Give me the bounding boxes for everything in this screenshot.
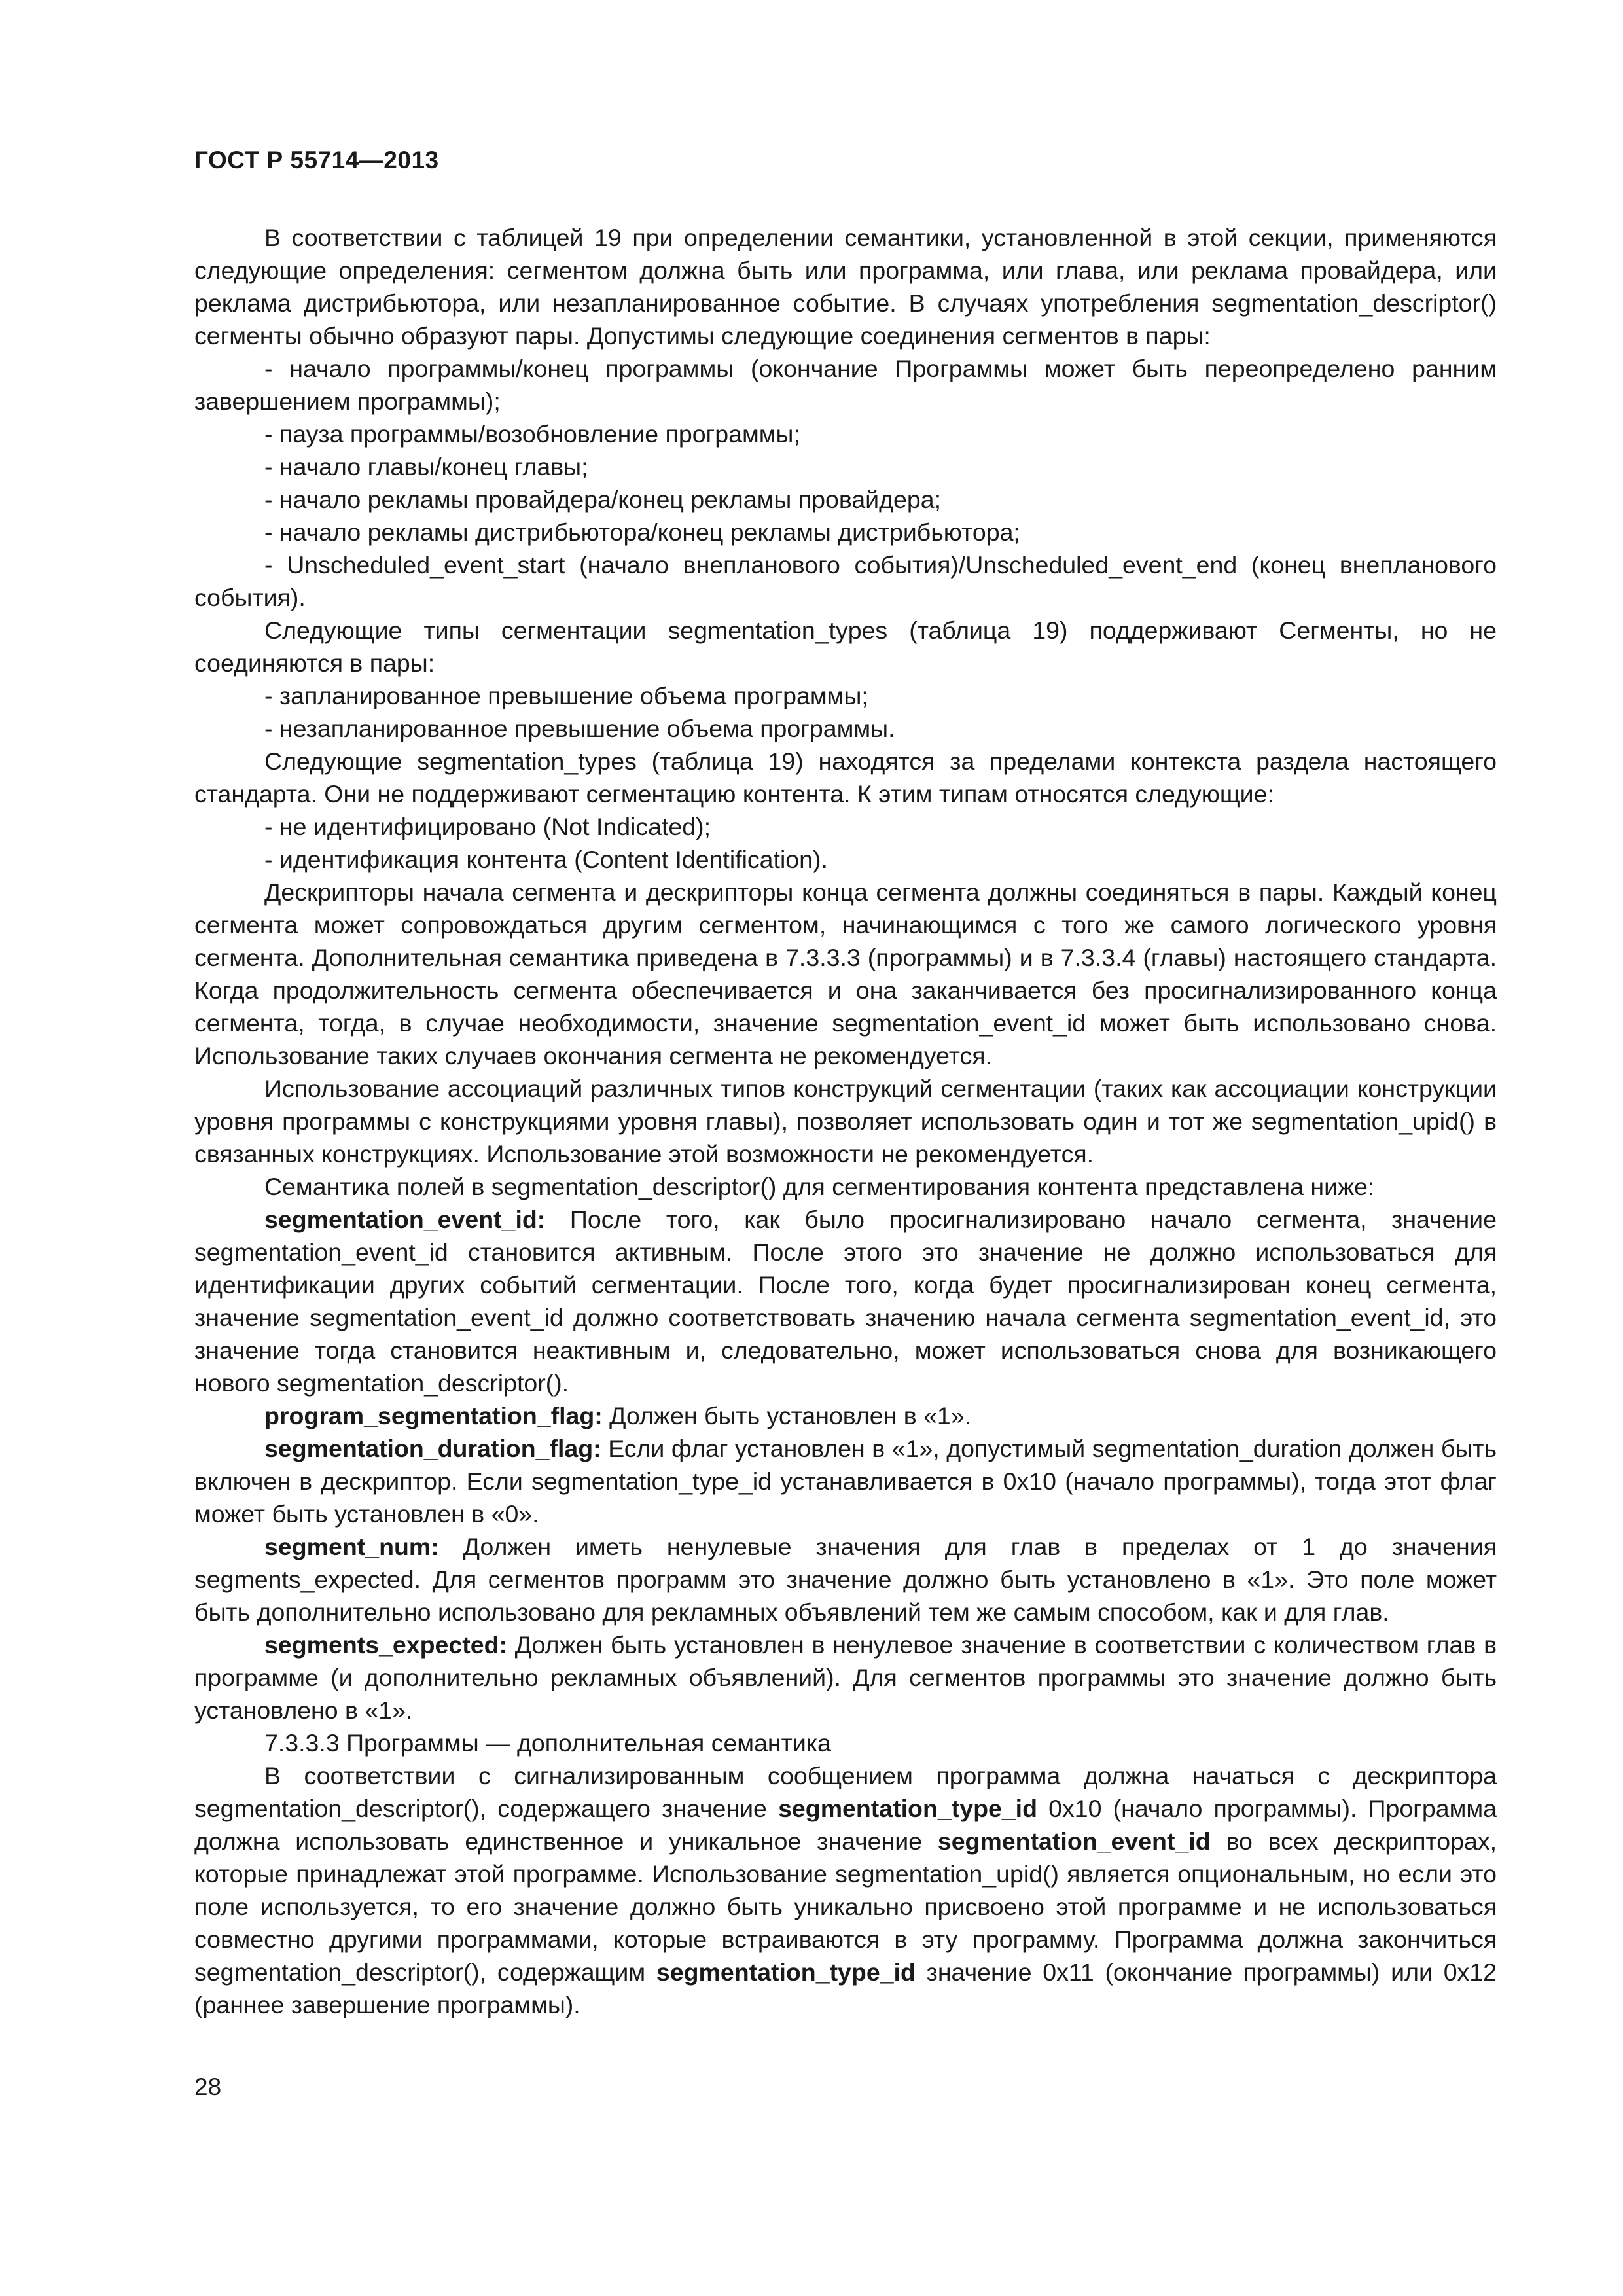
paragraph-intro: В соответствии с таблицей 19 при определении семантики, установленной в этой секции, применяются следующие определения: сегментом должна быть или программа, или глава, или реклама провайдера, или реклама дистрибьютора, или незапланированное событие. В случаях употребления segmentation_descriptor() сегменты обычно образуют пары. Допустимы следующие соединения сегментов в пары:	[194, 224, 1497, 350]
field-term: segmentation_event_id:	[264, 1206, 546, 1233]
field-term: segmentation_event_id	[937, 1827, 1211, 1855]
field-description: После того, как было просигнализировано начало сегмента, значение segmentation_event_id становится активным. После этого это значение не должно использоваться для идентификации других событий сегментации. После того, когда будет просигнализирован конец сегмента, значение segmentation_event_id должно соответствовать значению начала сегмента segmentation_event_id, это значение тогда становится неактивным и, следовательно, может использоваться снова для возникающего нового segmentation_descriptor().	[194, 1206, 1497, 1397]
list-item: - начало рекламы провайдера/конец рекламы провайдера;	[264, 486, 941, 513]
section-heading: 7.3.3.3 Программы — дополнительная семантика	[264, 1729, 831, 1757]
paragraph-out-of-scope-types: Следующие segmentation_types (таблица 19) находятся за пределами контекста раздела настоящего стандарта. Они не поддерживают сегментацию контента. К этим типам относятся следующие:	[194, 747, 1497, 808]
list-item: - запланированное превышение объема программы;	[264, 682, 868, 709]
paragraph-program-semantics	[194, 1759, 1497, 2021]
list-item: - идентификация контента (Content Identification).	[264, 846, 828, 873]
field-term: segmentation_type_id	[778, 1795, 1038, 1822]
paragraph-descriptor-pairs: Дескрипторы начала сегмента и дескрипторы конца сегмента должны соединяться в пары. Каждый конец сегмента может сопровождаться другим сегментом, начинающимся с того же самого логического уровня сегмента. Дополнительная семантика приведена в 7.3.3.3 (программы) и в 7.3.3.4 (главы) настоящего стандарта. Когда продолжительность сегмента обеспечивается и она заканчивается без просигнализированного конца сегмента, тогда, в случае необходимости, значение segmentation_event_id может быть использовано снова. Использование таких случаев окончания сегмента не рекомендуется.	[194, 878, 1497, 1069]
list-item: - начало программы/конец программы (окончание Программы может быть переопределено ранним завершением программы);	[194, 355, 1497, 415]
paragraph-associations: Использование ассоциаций различных типов конструкций сегментации (таких как ассоциации конструкции уровня программы с конструкциями уровня главы), позволяет использовать один и тот же segmentation_upid() в связанных конструкциях. Использование этой возможности не рекомендуется.	[194, 1075, 1497, 1168]
text-run: В соответствии с сигнализированным сообщением программа должна начаться с дескриптора segmentation_descriptor(), содержащего значение	[194, 1762, 1497, 1822]
field-definition	[194, 1203, 1497, 1399]
page-number: 28	[194, 2073, 222, 2100]
text-run: во всех дескрипторах, которые принадлежат этой программе. Использование segmentation_upid() является опциональным, но если это поле используется, то его значение должно быть уникально присвоено этой программе и не использоваться совместно другими программами, которые встраиваются в эту программу. Программа должна закончиться segmentation_descriptor(), содержащим	[194, 1827, 1497, 1986]
list-item: - незапланированное превышение объема программы.	[264, 715, 895, 742]
field-definition	[194, 1530, 1497, 1628]
text-run: 0x10 (начало программы). Программа должна использовать единственное и уникальное значение	[194, 1795, 1497, 1855]
field-description: Должен быть установлен в «1».	[602, 1402, 972, 1429]
field-term: program_segmentation_flag:	[264, 1402, 603, 1429]
document-header: ГОСТ Р 55714—2013	[194, 147, 439, 173]
field-term: segments_expected:	[264, 1631, 507, 1659]
list-item: - не идентифицировано (Not Indicated);	[264, 813, 711, 840]
paragraph-unpaired-types: Следующие типы сегментации segmentation_types (таблица 19) поддерживают Сегменты, но не соединяются в пары:	[194, 617, 1497, 677]
field-definition	[194, 1432, 1497, 1530]
list-item: - начало рекламы дистрибьютора/конец рекламы дистрибьютора;	[264, 518, 1020, 546]
field-term: segmentation_duration_flag:	[264, 1435, 601, 1462]
document-body	[194, 221, 1497, 2021]
field-description: Если флаг установлен в «1», допустимый segmentation_duration должен быть включен в дескриптор. Если segmentation_type_id устанавливается в 0x10 (начало программы), тогда этот флаг может быть установлен в «0».	[194, 1435, 1497, 1528]
list-item: - пауза программы/возобновление программы;	[264, 420, 800, 448]
list-item: - начало главы/конец главы;	[264, 453, 588, 480]
field-definition	[194, 1399, 1497, 1432]
field-term: segmentation_type_id	[656, 1958, 916, 1986]
field-description: Должен иметь ненулевые значения для глав в пределах от 1 до значения segments_expected. Для сегментов программ это значение должно быть установлено в «1». Это поле может быть дополнительно использовано для рекламных объявлений тем же самым способом, как и для глав.	[194, 1533, 1497, 1626]
list-item: - Unscheduled_event_start (начало внепланового события)/Unscheduled_event_end (конец внепланового события).	[194, 551, 1497, 611]
text-run: значение 0x11 (окончание программы) или 0x12 (раннее завершение программы).	[194, 1958, 1497, 2018]
paragraph-field-semantics: Семантика полей в segmentation_descriptor() для сегментирования контента представлена ниже:	[264, 1173, 1375, 1200]
field-term: segment_num:	[264, 1533, 439, 1560]
field-description: Должен быть установлен в ненулевое значение в соответствии с количеством глав в программе (и дополнительно рекламных объявлений). Для сегментов программы это значение должно быть установлено в «1».	[194, 1631, 1497, 1724]
field-definition	[194, 1628, 1497, 1727]
